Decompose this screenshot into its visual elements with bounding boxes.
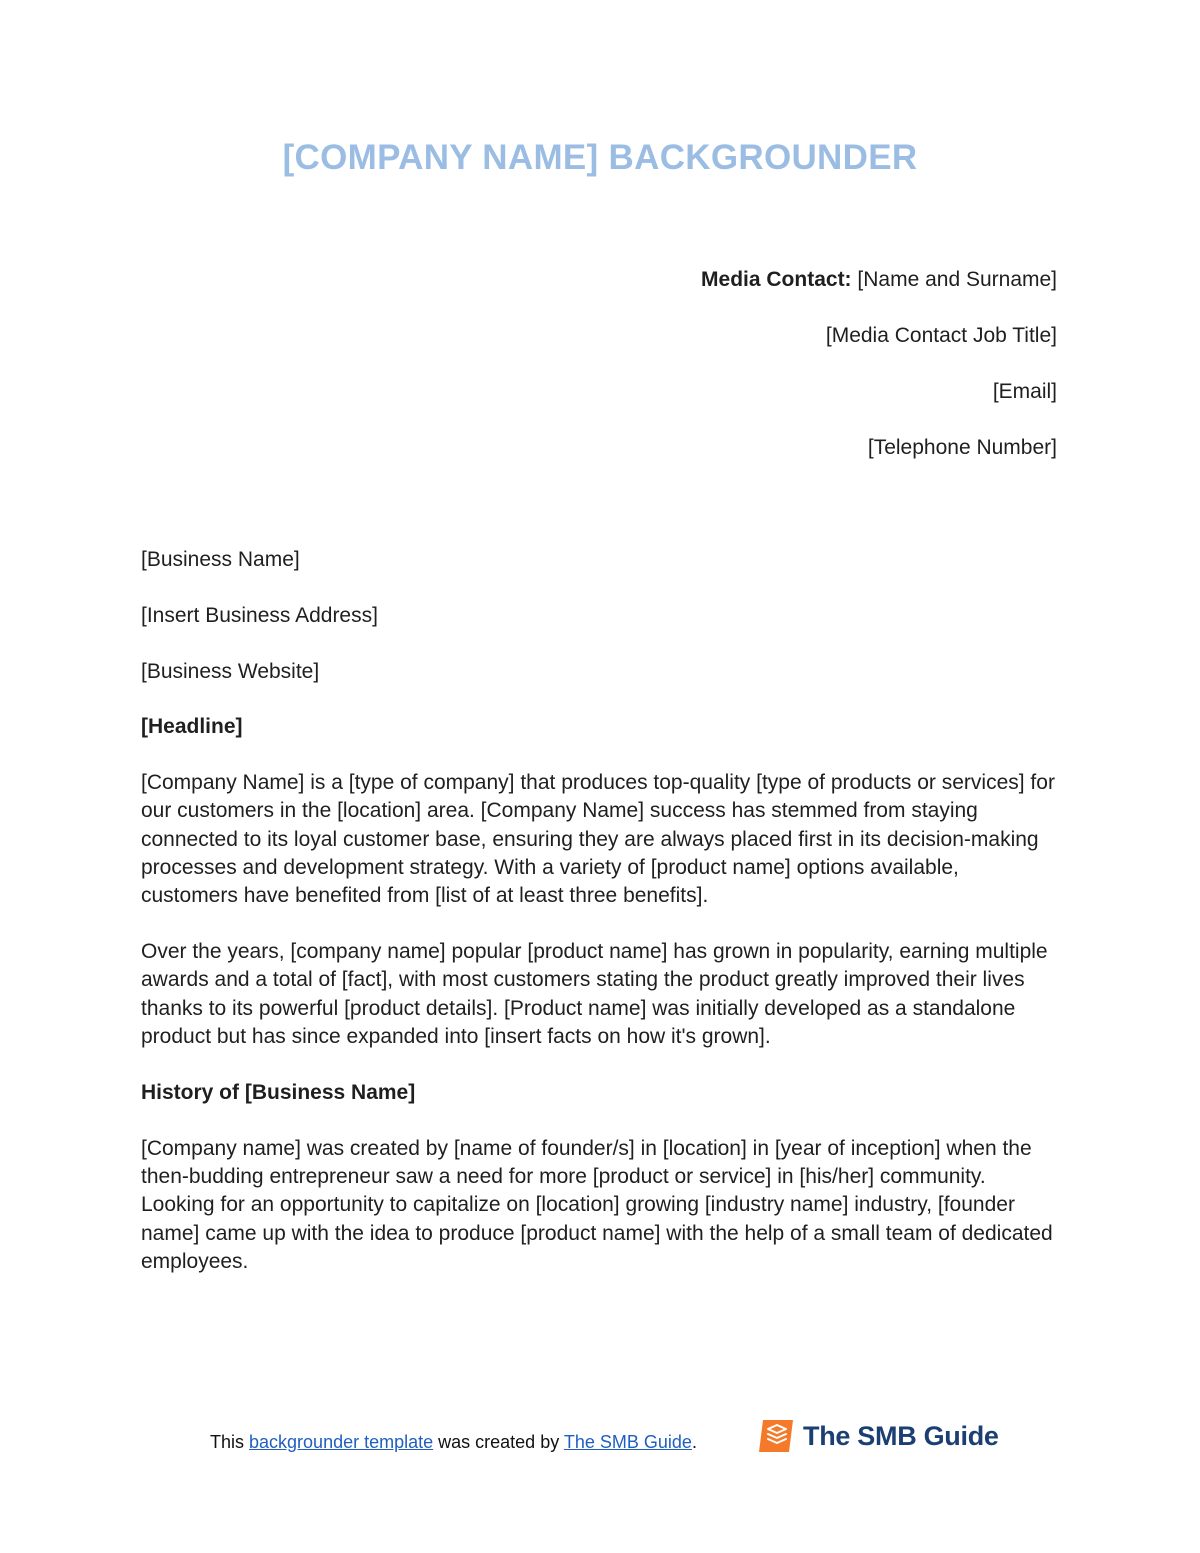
- footer-prefix: This: [210, 1432, 250, 1452]
- media-contact-label: Media Contact:: [701, 268, 852, 291]
- business-name: [Business Name]: [141, 548, 300, 571]
- footer-attribution: [210, 1432, 697, 1453]
- logo-text: The SMB Guide: [803, 1420, 999, 1451]
- media-contact-email: [Email]: [992, 380, 1057, 403]
- business-address: [Insert Business Address]: [141, 603, 378, 627]
- backgrounder-template-link[interactable]: backgrounder template: [249, 1432, 434, 1452]
- media-contact-block: [701, 266, 1057, 490]
- media-contact-telephone: [Telephone Number]: [867, 436, 1057, 459]
- body-paragraph: Over the years, [company name] popular [product name] has grown in popularity, earning multiple awards and a total of [fact], with most customers stating the product greatly improved their lives thanks to its powerful [product details]. [Product name] was initially developed as a standalone product but has since expanded into [insert facts on how it's grown].: [141, 940, 1048, 1049]
- footer-suffix: .: [691, 1432, 697, 1452]
- media-contact-job-title: [Media Contact Job Title]: [825, 324, 1057, 347]
- body-paragraph: [Company Name] is a [type of company] that produces top-quality [type of products or services] for our customers in the [location] area. [Company Name] success has stemmed from staying connected to its loyal customer base, ensuring they are always placed first in its decision-making processes and development strategy. With a variety of [product name] options available, customers have benefited from [list of at least three benefits].: [141, 771, 1055, 908]
- footer: [0, 1414, 1200, 1464]
- media-contact-line: [701, 266, 1057, 294]
- headline: [Headline]: [141, 715, 243, 739]
- history-paragraph: [Company name] was created by [name of founder/s] in [location] in [year of inception] when the then-budding entrepreneur saw a need for more [product or service] in [his/her] community. Looking for an opportunity to capitalize on [location] growing [industry name] industry, [founder name] came up with the idea to produce [product name] with the help of a small team of dedicated employees.: [141, 1136, 1053, 1273]
- history-heading: History of [Business Name]: [141, 1080, 416, 1104]
- stacked-layers-icon: [757, 1418, 795, 1454]
- smb-guide-logo[interactable]: [757, 1414, 999, 1458]
- document-body: [141, 546, 1061, 1304]
- footer-middle: was created by: [433, 1432, 564, 1452]
- document-title: [COMPANY NAME] BACKGROUNDER: [282, 138, 918, 177]
- business-website: [Business Website]: [141, 659, 320, 683]
- smb-guide-link[interactable]: The SMB Guide: [563, 1432, 692, 1452]
- media-contact-name: [Name and Surname]: [851, 268, 1057, 291]
